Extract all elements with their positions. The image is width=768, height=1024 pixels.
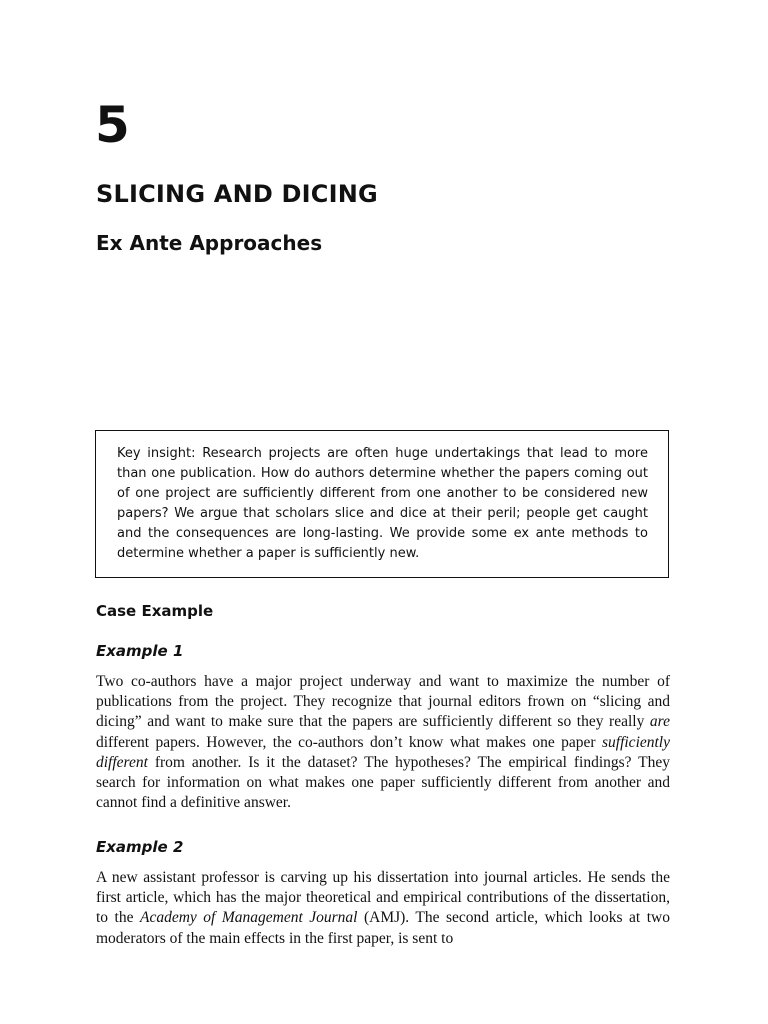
example-1-text-part-3: from another. Is it the dataset? The hypotheses? The empirical findings? They search for information on what makes one paper sufficiently different from another and cannot find a definitive answer. [96,753,670,812]
key-insight-box [95,430,669,578]
example-1-text-part-1: Two co-authors have a major project underway and want to maximize the number of publications from the project. They recognize that journal editors frown on “slicing and dicing” and want to make sure that the papers are sufficiently different so they really [96,673,670,731]
key-insight-text: Key insight: Research projects are often huge undertakings that lead to more than one publication. How do authors determine whether the papers coming out of one project are sufficiently different from one another to be considered new papers? We argue that scholars slice and dice at their peril; people get caught and the consequences are long-lasting. We provide some ex ante methods to determine whether a paper is sufficiently new. [117,446,648,561]
example-2-journal-name: Academy of Management Journal [139,909,358,927]
example-1-emphasis-are: are [649,713,670,731]
example-1-emphasis-sufficiently-different: sufficiently different [96,733,670,771]
chapter-title: SLICING AND DICING [96,180,378,208]
case-example-heading: Case Example [96,602,214,620]
example-1-paragraph [96,672,670,813]
example-2-heading: Example 2 [96,838,184,856]
example-1-heading: Example 1 [96,642,184,660]
example-2-paragraph [96,868,670,949]
chapter-number: 5 [95,96,130,154]
example-2-text-part-1: A new assistant professor is carving up his dissertation into journal articles. He sends the first article, which has the major theoretical and empirical contributions of the dissertation, to the [96,869,670,927]
chapter-subtitle: Ex Ante Approaches [96,231,323,255]
example-1-text-part-2: different papers. However, the co-authors don’t know what makes one paper [96,733,602,751]
example-2-text-part-2: (AMJ). The second article, which looks at two moderators of the main effects in the first paper, is sent to [96,909,670,947]
